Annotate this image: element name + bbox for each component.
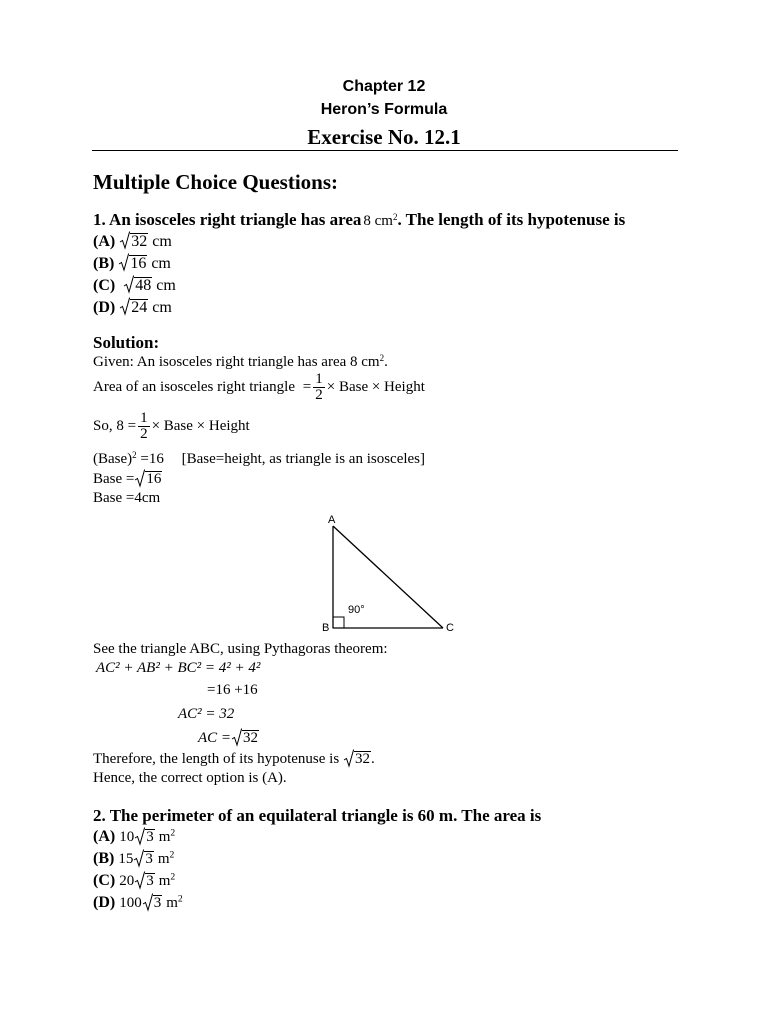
fraction-half: $\frac{1}{2}$: [315, 371, 323, 403]
question-1: [93, 210, 625, 230]
area-formula-line: Area of an isosceles right triangle = $\frac{1}{2}$ × Base × Height: [93, 371, 425, 403]
section-title: Multiple Choice Questions:: [93, 170, 338, 194]
so-line: So, 8 = $\frac{1}{2}$ × Base × Height: [93, 410, 250, 442]
option-label: (A): [93, 233, 116, 250]
base-value-line: Base =4cm: [93, 490, 161, 506]
chapter-label: Chapter 12: [342, 78, 426, 95]
right-angle-marker: [333, 617, 344, 628]
base-root-line: Base = 16: [93, 471, 162, 487]
sqrt-expression: 32: [344, 750, 371, 768]
q1-area: 8 $cm^2$: [363, 212, 398, 229]
q2-option-a: (A) 10 3 $m^2$: [93, 827, 176, 845]
sqrt-expression: 16: [135, 470, 162, 488]
option-label: (C): [93, 872, 116, 889]
q1-option-d: [93, 298, 172, 317]
hence-line: Hence, the correct option is (A).: [93, 770, 287, 786]
sqrt-expression: 24: [120, 298, 148, 317]
q2-option-c: (C) 20 3 $m^2$: [93, 871, 176, 889]
q1-option-a: [93, 232, 172, 251]
vertex-c-label: C: [446, 622, 454, 634]
triangle-diagram: [318, 510, 468, 635]
sqrt-expression: 3: [134, 850, 154, 868]
q2-option-b: (B) 15 3 $m^2$: [93, 849, 175, 867]
vertex-b-label: B: [322, 622, 330, 634]
sqrt-expression: 32: [232, 729, 259, 747]
vertex-a-label: A: [328, 514, 336, 526]
fraction-half: $\frac{1}{2}$: [140, 410, 148, 442]
pythagoras-line: See the triangle ABC, using Pythagoras theorem:: [93, 641, 388, 657]
option-label: (D): [93, 299, 116, 316]
option-label: (B): [93, 850, 115, 867]
option-label: (D): [93, 894, 116, 911]
option-label: (C): [93, 277, 116, 294]
angle-label: 90°: [348, 604, 365, 616]
given-line: Given: An isosceles right triangle has area 8 $cm^2$.: [93, 353, 388, 370]
equation-step-4: AC = 32: [198, 730, 259, 746]
sqrt-expression: 32: [120, 232, 148, 251]
exercise-title: Exercise No. 12.1: [307, 125, 461, 149]
solution-heading: Solution:: [93, 333, 160, 352]
header-divider: [92, 150, 678, 151]
area-formula-label: Area of an isosceles right triangle: [93, 378, 296, 395]
option-unit: cm: [151, 255, 171, 272]
therefore-line: Therefore, the length of its hypotenuse is 32.: [93, 751, 375, 767]
q1-option-b: [93, 254, 171, 273]
option-label: (B): [93, 255, 115, 272]
q2-option-d: (D) 100 3 $m^2$: [93, 893, 183, 911]
equation-step-3: AC² = 32: [178, 706, 235, 722]
option-label: (A): [93, 828, 116, 845]
sqrt-expression: 16: [119, 254, 147, 273]
topic-title: Heron’s Formula: [320, 101, 448, 118]
equation-step-1: AC² + AB² + BC² = 4² + 4²: [96, 660, 261, 676]
option-unit: cm: [156, 277, 176, 294]
sqrt-expression: 3: [135, 828, 155, 846]
base-squared-line: (Base)$^2$ =16 [Base=height, as triangle is an isosceles]: [93, 450, 426, 467]
q1-option-c: [93, 276, 176, 295]
sqrt-expression: 3: [143, 894, 163, 912]
sqrt-expression: 48: [124, 276, 152, 295]
q1-suffix: . The length of its hypotenuse is: [397, 210, 626, 229]
option-unit: cm: [152, 299, 172, 316]
question-2: 2. The perimeter of an equilateral triangle is 60 m. The area is: [93, 806, 542, 825]
q1-prefix: 1. An isosceles right triangle has area: [93, 210, 362, 229]
equation-step-2: =16 +16: [207, 682, 258, 698]
option-unit: cm: [152, 233, 172, 250]
sqrt-expression: 3: [135, 872, 155, 890]
